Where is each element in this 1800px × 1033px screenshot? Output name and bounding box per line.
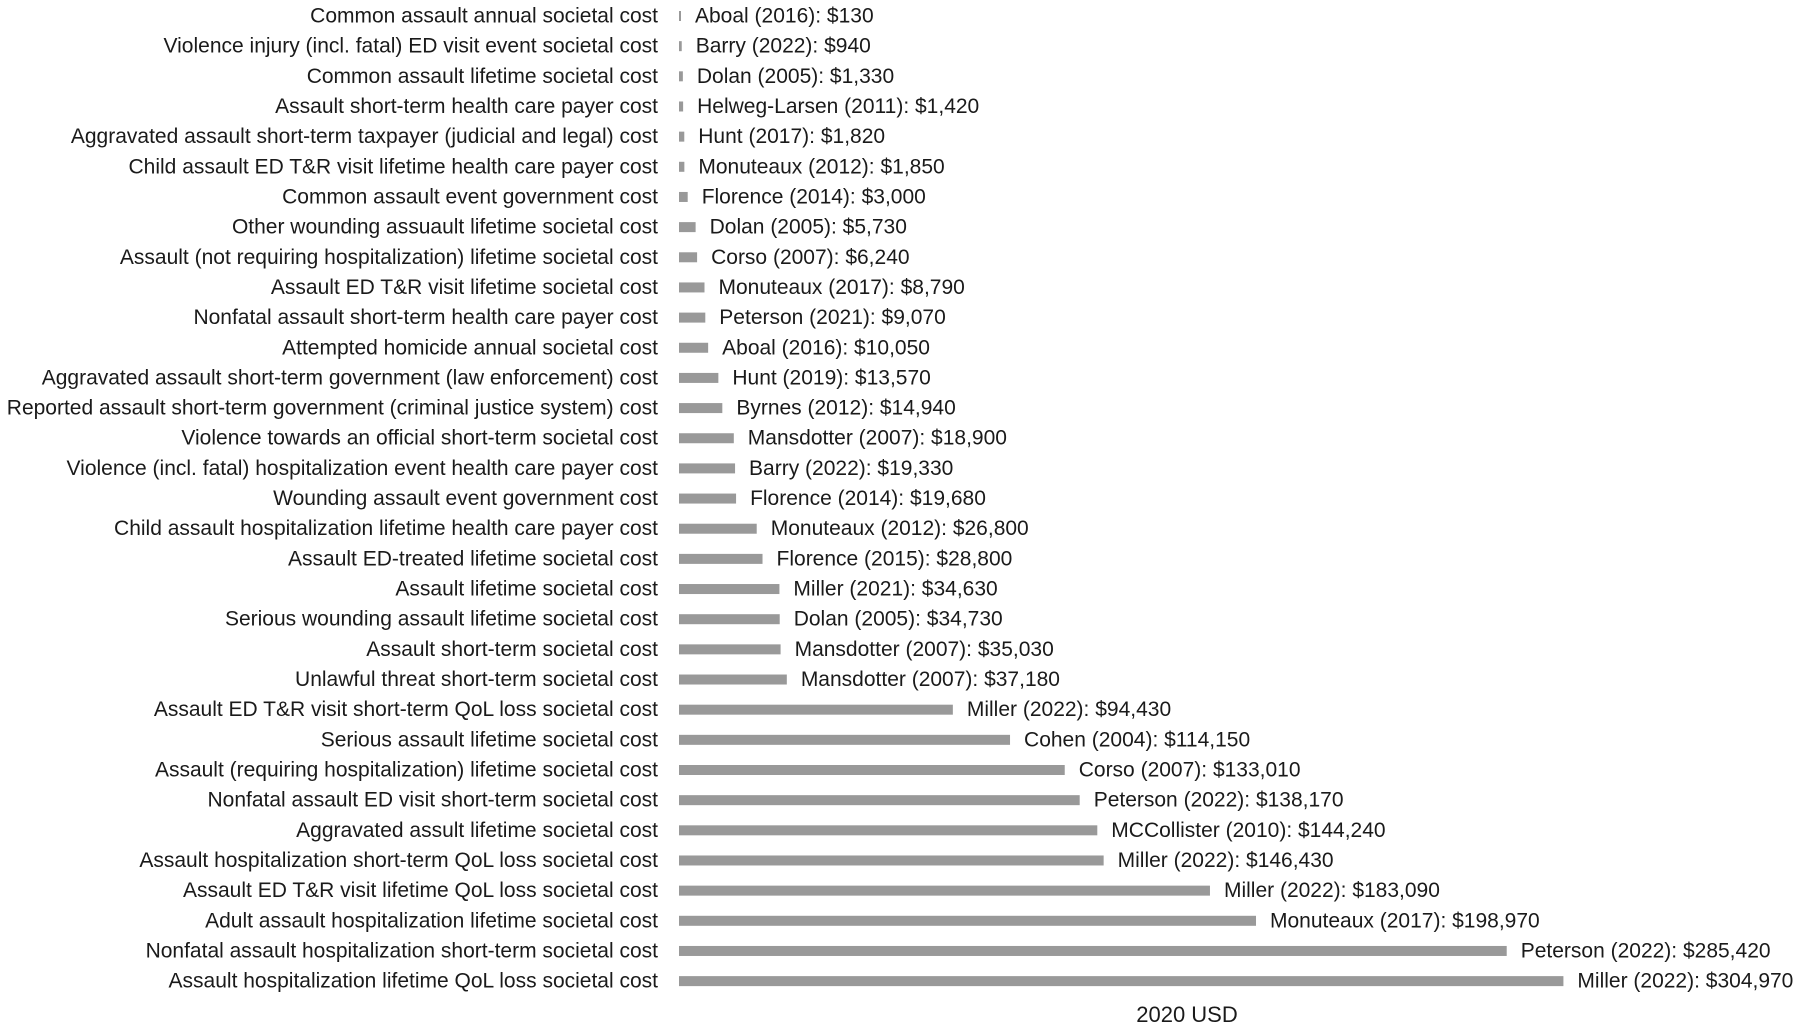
bar [679,101,683,111]
bar [679,403,722,413]
category-label: Nonfatal assault short-term health care payer cost [193,306,658,330]
data-label: Barry (2022): $940 [695,34,871,58]
category-label: Violence injury (incl. fatal) ED visit event societal cost [163,34,658,58]
bar [679,644,781,654]
category-label: Aggravated assault short-term taxpayer (judicial and legal) cost [70,125,658,149]
bar [679,192,688,202]
data-label: Florence (2014): $19,680 [750,487,986,511]
data-label: Aboal (2016): $10,050 [722,336,930,360]
data-label: Florence (2015): $28,800 [776,547,1013,571]
data-label: Dolan (2005): $5,730 [709,215,907,239]
category-label: Common assault event government cost [282,185,658,209]
data-labels [695,5,1793,993]
category-label: Assault ED T&R visit lifetime QoL loss societal cost [183,879,658,903]
category-label: Wounding assault event government cost [273,487,658,511]
category-label: Assault ED T&R visit short-term QoL loss societal cost [153,698,658,722]
category-label: Attempted homicide annual societal cost [282,336,658,360]
category-label: Assault short-term health care payer cost [275,94,658,118]
category-label: Aggravated assult lifetime societal cost [296,818,658,842]
data-label: Helweg-Larsen (2011): $1,420 [697,94,980,118]
bar [679,132,684,142]
bar [679,252,697,262]
data-label: Miller (2022): $146,430 [1117,848,1334,872]
bar [679,675,787,685]
category-label: Unlawful threat short-term societal cost [295,668,658,692]
category-label: Violence towards an official short-term societal cost [181,426,658,450]
category-label: Serious assault lifetime societal cost [320,728,658,752]
category-label: Aggravated assault short-term government (law enforcement) cost [41,366,658,390]
bar [679,373,718,383]
data-label: Monuteaux (2012): $26,800 [770,517,1029,541]
category-label: Assault ED T&R visit lifetime societal cost [270,275,658,299]
bar [679,313,705,323]
data-label: Mansdotter (2007): $37,180 [800,668,1060,692]
data-label: Aboal (2016): $130 [695,4,874,28]
category-label: Nonfatal assault hospitalization short-term societal cost [145,939,658,963]
data-label: Monuteaux (2017): $198,970 [1270,909,1540,933]
data-label: Miller (2022): $94,430 [966,698,1172,722]
category-label: Assault (not requiring hospitalization) lifetime societal cost [119,245,658,269]
category-label: Nonfatal assault ED visit short-term societal cost [207,788,658,812]
x-axis-title: 2020 USD [1136,1002,1238,1027]
category-label: Assault hospitalization lifetime QoL loss societal cost [168,969,658,993]
data-label: Dolan (2005): $1,330 [696,64,895,88]
data-label: Byrnes (2012): $14,940 [736,396,956,420]
data-label: Peterson (2022): $138,170 [1093,788,1344,812]
data-label: Florence (2014): $3,000 [701,185,926,209]
bar [679,524,757,534]
category-labels [7,5,658,993]
category-label: Violence (incl. fatal) hospitalization event health care payer cost [66,456,658,480]
category-label: Assault lifetime societal cost [395,577,658,601]
category-label: Serious wounding assault lifetime societal cost [224,607,658,631]
bar [679,584,779,594]
bar [679,11,681,21]
data-label: Miller (2022): $304,970 [1577,969,1794,993]
data-label: Corso (2007): $6,240 [711,245,910,269]
data-label: Mansdotter (2007): $35,030 [794,637,1054,661]
category-label: Assault (requiring hospitalization) lifetime societal cost [154,758,658,782]
data-label: Barry (2022): $19,330 [749,456,954,480]
bar [679,825,1097,835]
data-label: MCCollister (2010): $144,240 [1111,818,1386,842]
bar [679,162,684,172]
bar [679,433,734,443]
bar [679,916,1256,926]
bar [679,705,953,715]
bar [679,71,683,81]
bar [679,41,682,51]
category-label: Child assault ED T&R visit lifetime health care payer cost [128,155,658,179]
bar [679,976,1563,986]
category-label: Assault ED-treated lifetime societal cost [288,547,658,571]
category-label: Common assault lifetime societal cost [306,64,658,88]
data-label: Mansdotter (2007): $18,900 [747,426,1007,450]
data-label: Dolan (2005): $34,730 [793,607,1003,631]
data-label: Miller (2022): $183,090 [1223,879,1440,903]
category-label: Common assault annual societal cost [310,4,658,28]
data-label: Peterson (2021): $9,070 [719,306,946,330]
data-label: Corso (2007): $133,010 [1078,758,1301,782]
data-label: Hunt (2019): $13,570 [732,366,931,390]
data-label: Cohen (2004): $114,150 [1024,728,1251,752]
bar [679,222,696,232]
bar [679,494,736,504]
data-label: Peterson (2022): $285,420 [1520,939,1771,963]
category-label: Child assault hospitalization lifetime health care payer cost [114,517,658,541]
bar [679,946,1507,956]
category-label: Adult assault hospitalization lifetime societal cost [205,909,658,933]
bar [679,614,780,624]
bar [679,463,735,473]
data-label: Hunt (2017): $1,820 [698,125,886,149]
bar [679,855,1104,865]
category-label: Other wounding assuault lifetime societal cost [231,215,658,239]
bar [679,343,708,353]
data-label: Monuteaux (2012): $1,850 [698,155,945,179]
data-label: Miller (2021): $34,630 [793,577,998,601]
bar [679,554,763,564]
bar [679,735,1010,745]
bar [679,282,704,292]
bar [679,795,1080,805]
category-label: Assault hospitalization short-term QoL loss societal cost [139,848,658,872]
data-label: Monuteaux (2017): $8,790 [718,275,965,299]
category-label: Assault short-term societal cost [366,637,658,661]
bar [679,765,1065,775]
bar [679,886,1210,896]
category-label: Reported assault short-term government (criminal justice system) cost [6,396,658,420]
